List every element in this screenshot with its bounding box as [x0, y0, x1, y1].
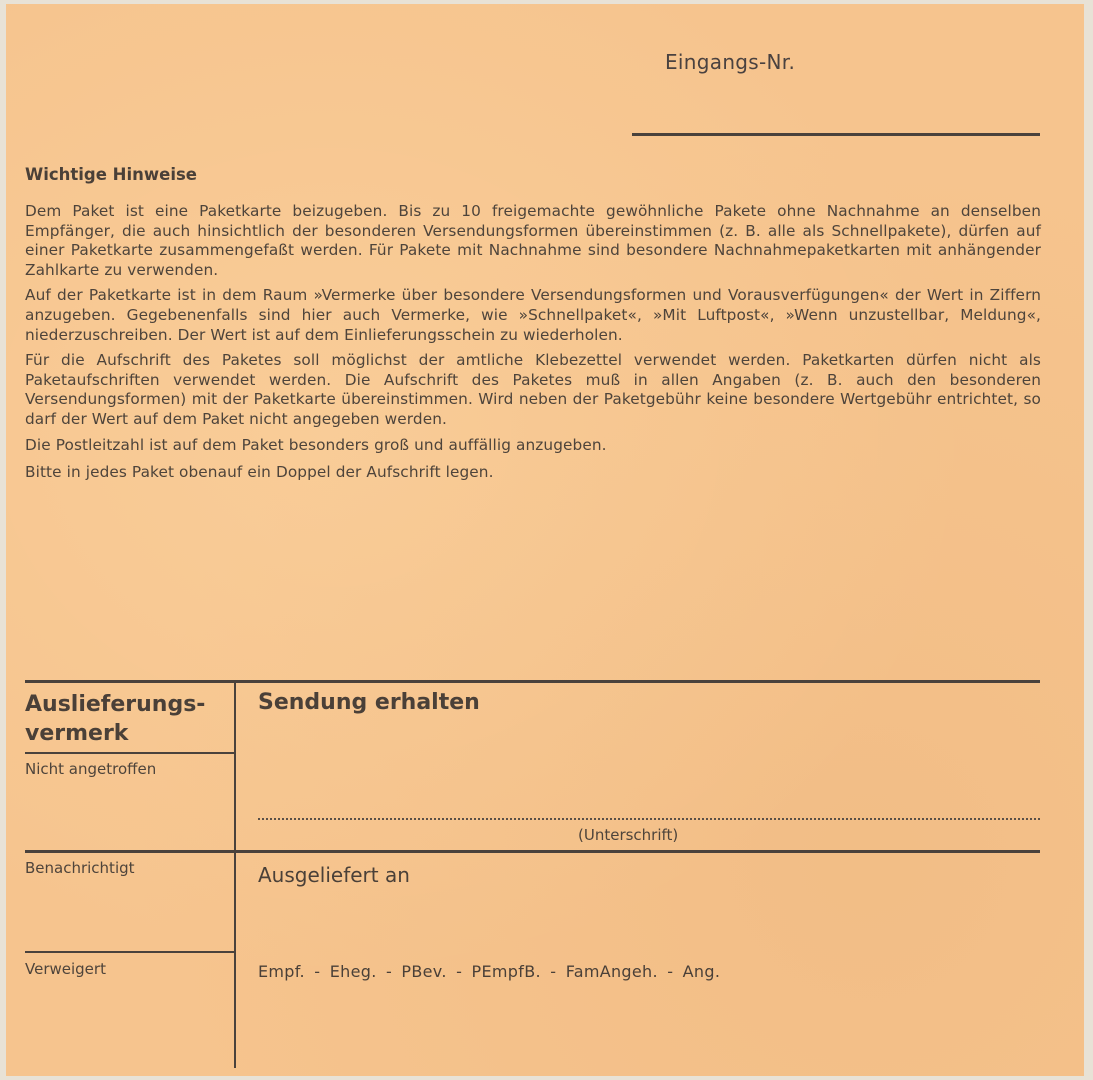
hinweise-paragraph-1: Dem Paket ist eine Paketkarte beizugeben. Bis zu 10 freigemachte gewöhnliche Pakete ohne Nachnahme an denselben Empfänger, die auch hinsichtlich der besonderen Versendungsformen übereinstimmen (z. B. alle als Schnellpakete), dürfen auf einer Paketkarte zusammengefaßt werden. Für Pakete mit Nachnahme sind besondere Nachnahmepaketkarten mit anhängender Zahlkarte zu verwenden. [25, 202, 1041, 279]
hinweise-text [25, 202, 1041, 491]
hinweise-paragraph-5: Bitte in jedes Paket obenauf ein Doppel der Aufschrift legen. [25, 463, 494, 482]
auslieferungsvermerk-title [25, 690, 205, 748]
signature-dotted-line [258, 818, 1040, 820]
hinweise-paragraph-3: Für die Aufschrift des Paketes soll möglichst der amtliche Klebezettel verwendet werden. Paketkarten dürfen nicht als Paketaufschriften verwendet werden. Die Aufschrift des Paketes muß in allen Angaben (z. B. auch den besonderen Versendungsformen) mit der Paketkarte übereinstimmen. Wird neben der Paketgebühr keine besondere Wertgebühr entrichtet, so darf der Wert auf dem Paket nicht angegeben werden. [25, 351, 1041, 428]
ausgeliefert-an-title: Ausgeliefert an [258, 863, 410, 887]
auslieferungsvermerk-title-line2: vermerk [25, 721, 129, 746]
table-column-divider [234, 680, 236, 1068]
auslieferung-title-underline [25, 752, 234, 754]
sendung-erhalten-title: Sendung erhalten [258, 690, 480, 715]
eingangs-nr-field-line [632, 133, 1040, 136]
unterschrift-label: (Unterschrift) [578, 826, 679, 844]
parcel-card [6, 4, 1084, 1076]
hinweise-title: Wichtige Hinweise [25, 165, 197, 184]
eingangs-nr-label: Eingangs-Nr. [665, 50, 796, 74]
nicht-angetroffen-label: Nicht angetroffen [25, 760, 157, 778]
hinweise-paragraph-4: Die Postleitzahl ist auf dem Paket besonders groß und auffällig anzugeben. [25, 435, 607, 454]
benachrichtigt-label: Benachrichtigt [25, 859, 135, 877]
auslieferungsvermerk-title-line1: Auslieferungs- [25, 692, 206, 717]
table-top-border [25, 680, 1040, 683]
verweigert-label: Verweigert [25, 960, 106, 978]
table-middle-border [25, 850, 1040, 853]
recipient-options-line: Empf. - Eheg. - PBev. - PEmpfB. - FamAngeh. - Ang. [258, 962, 721, 981]
benachrichtigt-bottom-line [25, 951, 234, 953]
hinweise-paragraph-2: Auf der Paketkarte ist in dem Raum »Vermerke über besondere Versendungsformen und Vorausverfügungen« der Wert in Ziffern anzugeben. Gegebenenfalls sind hier auch Vermerke, wie »Schnellpaket«, »Mit Luftpost«, »Wenn unzustellbar, Meldung«, niederzuschreiben. Der Wert ist auf dem Einlieferungsschein zu wiederholen. [25, 286, 1041, 344]
